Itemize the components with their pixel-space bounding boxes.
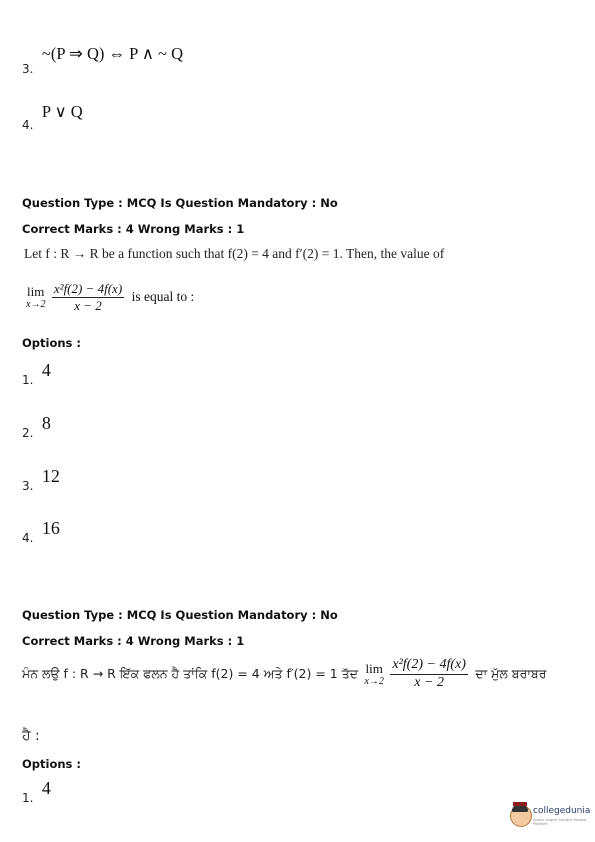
collegedunia-logo xyxy=(510,805,592,827)
fraction-denominator: x − 2 xyxy=(74,297,102,313)
mascot-hair xyxy=(512,805,528,812)
option-value: 4 xyxy=(41,778,51,798)
options-label: Options : xyxy=(22,757,81,771)
option-item[interactable] xyxy=(22,778,51,805)
option-item[interactable] xyxy=(22,466,60,493)
lim-subscript: x→2 xyxy=(26,298,46,310)
option-number: 3. xyxy=(22,479,34,493)
question-meta: Question Type : MCQ Is Question Mandatory : No xyxy=(22,196,338,210)
mascot-cap xyxy=(513,802,527,806)
option-value: 12 xyxy=(41,466,60,486)
limit-operator xyxy=(26,285,45,310)
option-number: 4. xyxy=(22,531,34,545)
question-meta: Question Type : MCQ Is Question Mandatory : No xyxy=(22,608,338,622)
fraction-denominator: x − 2 xyxy=(414,674,444,690)
stem-part-2: ਦਾ ਮੁੱਲ ਬਰਾਬਰ xyxy=(475,666,547,682)
q1-option-3 xyxy=(22,44,183,76)
option-text: ~(P ⇒ Q) ⇔ P ∧ ~ Q xyxy=(41,44,183,63)
question-stem xyxy=(22,658,546,690)
fraction xyxy=(52,282,124,312)
fraction xyxy=(390,658,468,690)
logo-tagline: India's largest Student Review Platform xyxy=(533,818,587,826)
options-label: Options : xyxy=(22,336,81,350)
option-value: 8 xyxy=(41,413,51,433)
marks-meta: Correct Marks : 4 Wrong Marks : 1 xyxy=(22,634,245,648)
option-number: 4. xyxy=(22,118,34,132)
option-item[interactable] xyxy=(22,518,60,545)
fraction-numerator: x²f(2) − 4f(x) xyxy=(53,281,123,296)
option-number: 1. xyxy=(22,373,34,387)
marks-meta: Correct Marks : 4 Wrong Marks : 1 xyxy=(22,222,245,236)
option-item[interactable] xyxy=(22,413,51,440)
option-number: 3. xyxy=(22,62,34,76)
option-value: 16 xyxy=(41,518,60,538)
stem-line-2: ਹੈ : xyxy=(22,728,40,744)
option-number: 2. xyxy=(22,426,34,440)
q1-option-4 xyxy=(22,102,83,132)
expression-suffix: is equal to : xyxy=(131,289,195,305)
logo-wordmark: collegedunia xyxy=(533,806,591,816)
limit-operator xyxy=(364,662,383,687)
option-text: P ∨ Q xyxy=(41,102,83,121)
lim-subscript: x→2 xyxy=(364,675,384,687)
lim-word: lim xyxy=(365,660,383,676)
question-stem: Let f : R → R be a function such that f(2) = 4 and f′(2) = 1. Then, the value of xyxy=(24,246,445,261)
stem-part-1: ਮੰਨ ਲਉ f : R → R ਇੱਕ ਫਲਨ ਹੈ ਤਾਂਕਿ f(2) = 4 ਅਤੇ f′(2) = 1 ਤੱਦ xyxy=(22,666,359,682)
option-value: 4 xyxy=(41,360,51,380)
option-item[interactable] xyxy=(22,360,51,387)
fraction-numerator: x²f(2) − 4f(x) xyxy=(390,658,468,675)
question-expression xyxy=(26,282,194,312)
option-number: 1. xyxy=(22,791,34,805)
lim-word: lim xyxy=(27,283,45,299)
